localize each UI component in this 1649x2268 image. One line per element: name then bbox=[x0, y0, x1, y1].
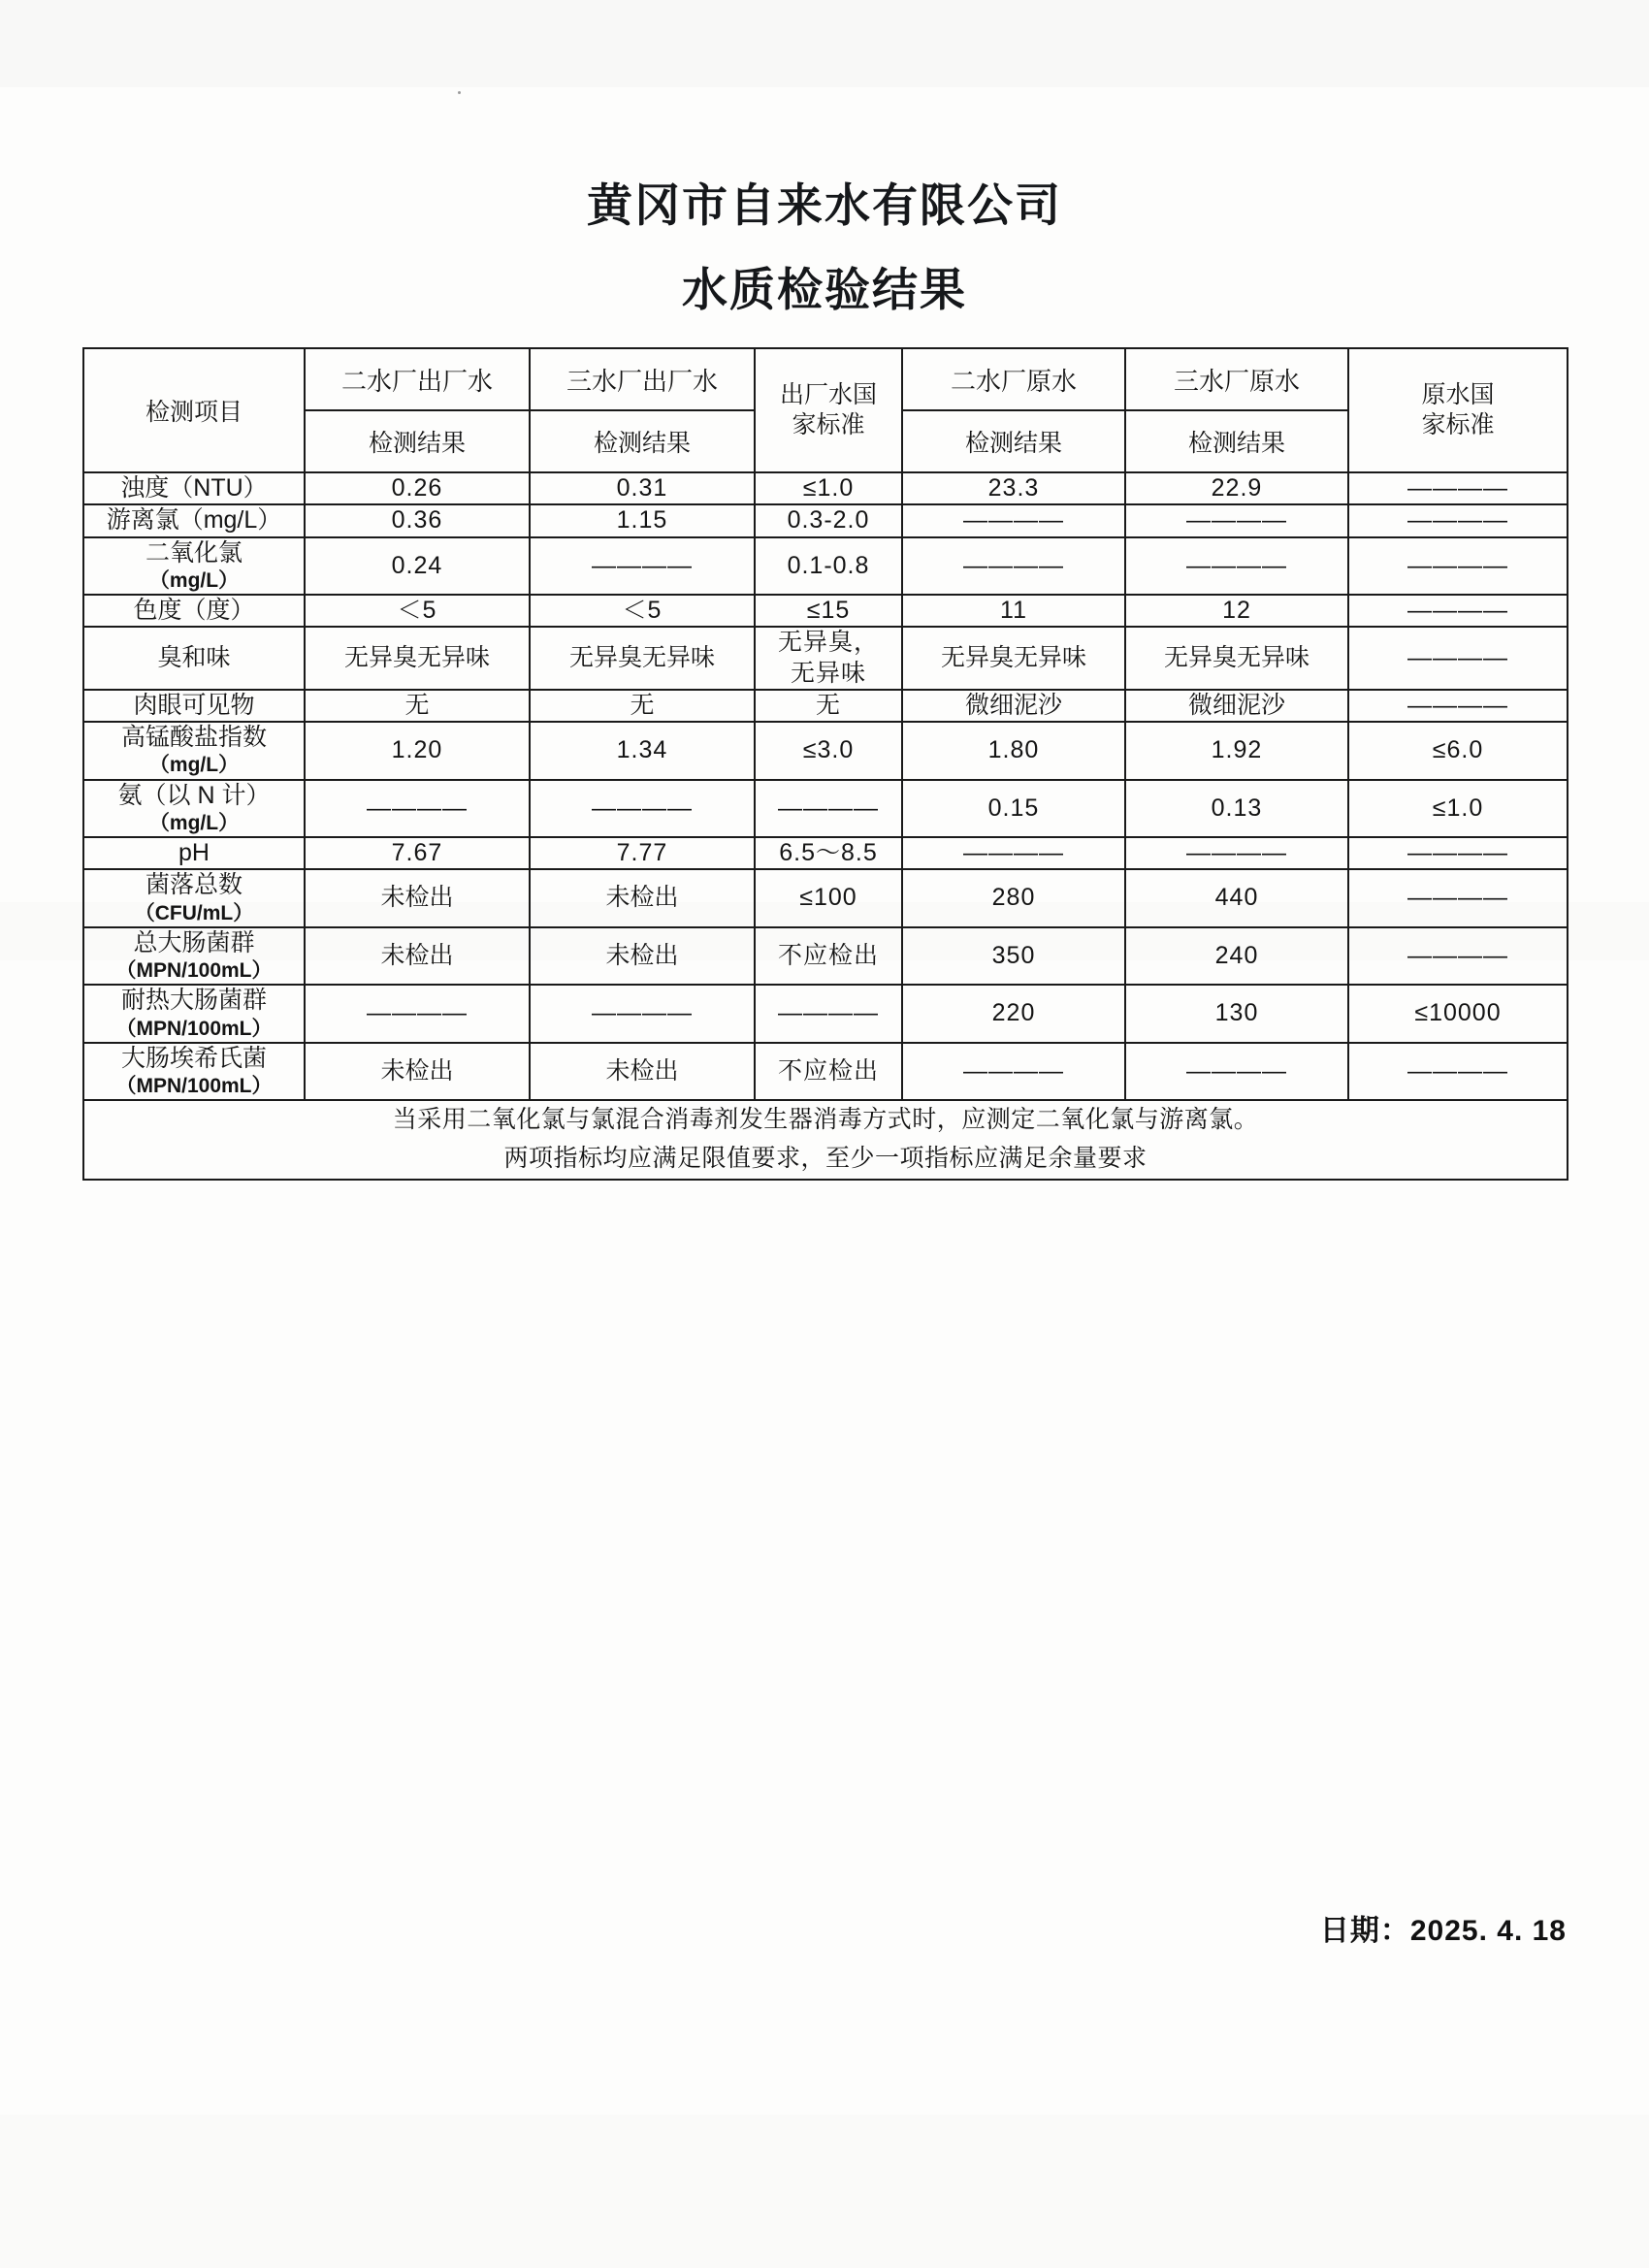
cell-plant2-out: 未检出 bbox=[305, 927, 530, 986]
row-item bbox=[83, 927, 305, 986]
cell-plant3-out: ———— bbox=[530, 780, 755, 838]
row-item bbox=[83, 472, 305, 504]
cell-plant2-out: ———— bbox=[305, 780, 530, 838]
row-item bbox=[83, 869, 305, 927]
cell-out-standard-line1: 无异臭， bbox=[777, 629, 879, 657]
cell-plant3-out: 1.34 bbox=[530, 722, 755, 780]
water-quality-table bbox=[82, 347, 1568, 1181]
cell-out-standard: ≤100 bbox=[755, 869, 902, 927]
cell-plant3-out: ＜5 bbox=[530, 595, 755, 627]
table-row bbox=[83, 985, 1568, 1043]
cell-plant3-out: 未检出 bbox=[530, 1043, 755, 1101]
row-item-line1: 二氧化氯 bbox=[145, 538, 242, 567]
cell-out-standard-line2: 无异味 bbox=[790, 659, 866, 687]
row-item-line1: 游离氯（mg/L） bbox=[106, 506, 282, 535]
footnote-line-2: 两项指标均应满足限值要求，至少一项指标应满足余量要求 bbox=[503, 1146, 1148, 1173]
cell-out-standard: ———— bbox=[755, 985, 902, 1043]
cell-plant2-out: 0.24 bbox=[305, 537, 530, 596]
cell-plant3-raw: ———— bbox=[1125, 1043, 1348, 1101]
header-plant2-raw: 二水厂原水 bbox=[902, 348, 1125, 410]
cell-plant2-out: 无异臭无异味 bbox=[305, 627, 530, 690]
row-item bbox=[83, 837, 305, 869]
row-item-line2: （mg/L） bbox=[148, 811, 240, 834]
table-row bbox=[83, 780, 1568, 838]
table-row bbox=[83, 1043, 1568, 1101]
table-row bbox=[83, 627, 1568, 690]
footnotes bbox=[83, 1100, 1568, 1180]
cell-raw-standard: ———— bbox=[1348, 595, 1568, 627]
header-raw-standard bbox=[1348, 348, 1568, 472]
header-out-standard-line2: 家标准 bbox=[792, 411, 865, 438]
header-plant3-out: 三水厂出厂水 bbox=[530, 348, 755, 410]
cell-plant3-out: 未检出 bbox=[530, 869, 755, 927]
cell-plant3-out: 无 bbox=[530, 690, 755, 722]
cell-raw-standard: ———— bbox=[1348, 1043, 1568, 1101]
row-item-line1: 总大肠菌群 bbox=[133, 928, 255, 956]
cell-out-standard: 无 bbox=[755, 690, 902, 722]
row-item-line1: 臭和味 bbox=[157, 643, 231, 671]
row-item bbox=[83, 780, 305, 838]
cell-plant2-out: 未检出 bbox=[305, 869, 530, 927]
cell-out-standard: 0.3-2.0 bbox=[755, 504, 902, 536]
cell-plant3-raw: 0.13 bbox=[1125, 780, 1348, 838]
cell-raw-standard: ———— bbox=[1348, 869, 1568, 927]
cell-plant2-raw: 0.15 bbox=[902, 780, 1125, 838]
row-item-line1: 色度（度） bbox=[133, 597, 255, 624]
cell-raw-standard: ———— bbox=[1348, 627, 1568, 690]
row-item bbox=[83, 595, 305, 627]
row-item bbox=[83, 722, 305, 780]
company-title: 黄冈市自来水有限公司 bbox=[587, 179, 1062, 231]
cell-plant2-raw: 11 bbox=[902, 595, 1125, 627]
cell-out-standard: ≤1.0 bbox=[755, 472, 902, 504]
cell-plant2-raw: 280 bbox=[902, 869, 1125, 927]
table-row bbox=[83, 595, 1568, 627]
cell-plant3-raw: 12 bbox=[1125, 595, 1348, 627]
cell-raw-standard: ———— bbox=[1348, 690, 1568, 722]
cell-plant2-raw: 220 bbox=[902, 985, 1125, 1043]
cell-plant2-out: 0.36 bbox=[305, 504, 530, 536]
cell-out-standard: 0.1-0.8 bbox=[755, 537, 902, 596]
table-header-row-1 bbox=[83, 348, 1568, 410]
table-notes-row bbox=[83, 1100, 1568, 1180]
row-item-line1: 氨（以 N 计） bbox=[117, 781, 271, 809]
header-raw-standard-line1: 原水国 bbox=[1421, 380, 1495, 408]
row-item-line1: pH bbox=[178, 839, 210, 866]
row-item bbox=[83, 537, 305, 596]
cell-raw-standard: ≤1.0 bbox=[1348, 780, 1568, 838]
row-item-line1: 耐热大肠菌群 bbox=[120, 987, 267, 1015]
header-sub-result-4: 检测结果 bbox=[1125, 410, 1348, 472]
cell-out-standard: 不应检出 bbox=[755, 927, 902, 986]
header-sub-result-3: 检测结果 bbox=[902, 410, 1125, 472]
table-row bbox=[83, 537, 1568, 596]
header-plant2-out: 二水厂出厂水 bbox=[305, 348, 530, 410]
row-item-line1: 菌落总数 bbox=[145, 871, 242, 899]
cell-plant3-out: ———— bbox=[530, 537, 755, 596]
cell-plant2-out: ———— bbox=[305, 985, 530, 1043]
table-row bbox=[83, 690, 1568, 722]
cell-plant2-raw: 微细泥沙 bbox=[902, 690, 1125, 722]
row-item-line2: （mg/L） bbox=[148, 568, 240, 592]
report-title: 水质检验结果 bbox=[682, 264, 967, 315]
row-item bbox=[83, 627, 305, 690]
cell-plant3-raw: 130 bbox=[1125, 985, 1348, 1043]
cell-plant3-raw: 无异臭无异味 bbox=[1125, 627, 1348, 690]
cell-plant3-out: 1.15 bbox=[530, 504, 755, 536]
row-item-line1: 肉眼可见物 bbox=[133, 691, 255, 719]
row-item-line2: （MPN/100mL） bbox=[115, 1017, 273, 1040]
cell-plant3-raw: ———— bbox=[1125, 837, 1348, 869]
cell-out-standard: 6.5～8.5 bbox=[755, 837, 902, 869]
row-item bbox=[83, 690, 305, 722]
cell-plant3-out: 0.31 bbox=[530, 472, 755, 504]
cell-plant2-raw: 无异臭无异味 bbox=[902, 627, 1125, 690]
cell-plant3-raw: 240 bbox=[1125, 927, 1348, 986]
row-item-line2: （MPN/100mL） bbox=[115, 1075, 273, 1097]
cell-plant3-out: 无异臭无异味 bbox=[530, 627, 755, 690]
cell-plant2-raw: 1.80 bbox=[902, 722, 1125, 780]
cell-plant3-raw: ———— bbox=[1125, 504, 1348, 536]
cell-plant2-out: 7.67 bbox=[305, 837, 530, 869]
cell-plant3-raw: 22.9 bbox=[1125, 472, 1348, 504]
table-row bbox=[83, 504, 1568, 536]
row-item-line2: （MPN/100mL） bbox=[115, 959, 273, 982]
cell-plant3-out: 未检出 bbox=[530, 927, 755, 986]
cell-out-standard: ≤3.0 bbox=[755, 722, 902, 780]
cell-plant2-out: 无 bbox=[305, 690, 530, 722]
header-sub-result-1: 检测结果 bbox=[305, 410, 530, 472]
table-row bbox=[83, 869, 1568, 927]
row-item bbox=[83, 985, 305, 1043]
header-sub-result-2: 检测结果 bbox=[530, 410, 755, 472]
cell-plant2-out: 1.20 bbox=[305, 722, 530, 780]
row-item-line1: 高锰酸盐指数 bbox=[120, 724, 267, 751]
cell-plant2-raw: ———— bbox=[902, 537, 1125, 596]
cell-raw-standard: ———— bbox=[1348, 537, 1568, 596]
cell-raw-standard: ———— bbox=[1348, 472, 1568, 504]
cell-plant2-raw: ———— bbox=[902, 504, 1125, 536]
table-row bbox=[83, 927, 1568, 986]
cell-plant2-raw: 23.3 bbox=[902, 472, 1125, 504]
row-item-line1: 大肠埃希氏菌 bbox=[120, 1044, 267, 1072]
row-item-line1: 浊度（NTU） bbox=[120, 474, 268, 502]
cell-plant2-raw: ———— bbox=[902, 1043, 1125, 1101]
row-item bbox=[83, 1043, 305, 1101]
cell-plant2-raw: ———— bbox=[902, 837, 1125, 869]
report-date: 日期：2025. 4. 18 bbox=[1319, 1915, 1567, 1947]
cell-plant3-raw: 1.92 bbox=[1125, 722, 1348, 780]
header-out-standard bbox=[755, 348, 902, 472]
table-row bbox=[83, 722, 1568, 780]
cell-raw-standard: ≤10000 bbox=[1348, 985, 1568, 1043]
cell-out-standard: 不应检出 bbox=[755, 1043, 902, 1101]
cell-plant3-raw: ———— bbox=[1125, 537, 1348, 596]
document-title-block bbox=[0, 170, 1649, 319]
water-quality-table-wrapper bbox=[82, 347, 1567, 1181]
cell-plant2-out: 0.26 bbox=[305, 472, 530, 504]
cell-plant3-out: 7.77 bbox=[530, 837, 755, 869]
table-row bbox=[83, 472, 1568, 504]
cell-plant2-out: ＜5 bbox=[305, 595, 530, 627]
cell-raw-standard: ———— bbox=[1348, 837, 1568, 869]
cell-out-standard: ≤15 bbox=[755, 595, 902, 627]
cell-plant3-raw: 微细泥沙 bbox=[1125, 690, 1348, 722]
cell-plant2-out: 未检出 bbox=[305, 1043, 530, 1101]
cell-raw-standard: ———— bbox=[1348, 504, 1568, 536]
header-out-standard-line1: 出厂水国 bbox=[779, 380, 877, 408]
cell-plant3-raw: 440 bbox=[1125, 869, 1348, 927]
cell-out-standard: ———— bbox=[755, 780, 902, 838]
header-plant3-raw: 三水厂原水 bbox=[1125, 348, 1348, 410]
row-item-line2: （CFU/mL） bbox=[134, 901, 254, 924]
header-item-label: 检测项目 bbox=[83, 348, 305, 472]
footnote-line-1: 当采用二氧化氯与氯混合消毒剂发生器消毒方式时，应测定二氧化氯与游离氯。 bbox=[392, 1107, 1259, 1134]
cell-plant3-out: ———— bbox=[530, 985, 755, 1043]
cell-plant2-raw: 350 bbox=[902, 927, 1125, 986]
header-raw-standard-line2: 家标准 bbox=[1421, 411, 1495, 438]
row-item bbox=[83, 504, 305, 536]
cell-out-standard bbox=[755, 627, 902, 690]
cell-raw-standard: ———— bbox=[1348, 927, 1568, 986]
table-row bbox=[83, 837, 1568, 869]
cell-raw-standard: ≤6.0 bbox=[1348, 722, 1568, 780]
row-item-line2: （mg/L） bbox=[148, 754, 240, 777]
